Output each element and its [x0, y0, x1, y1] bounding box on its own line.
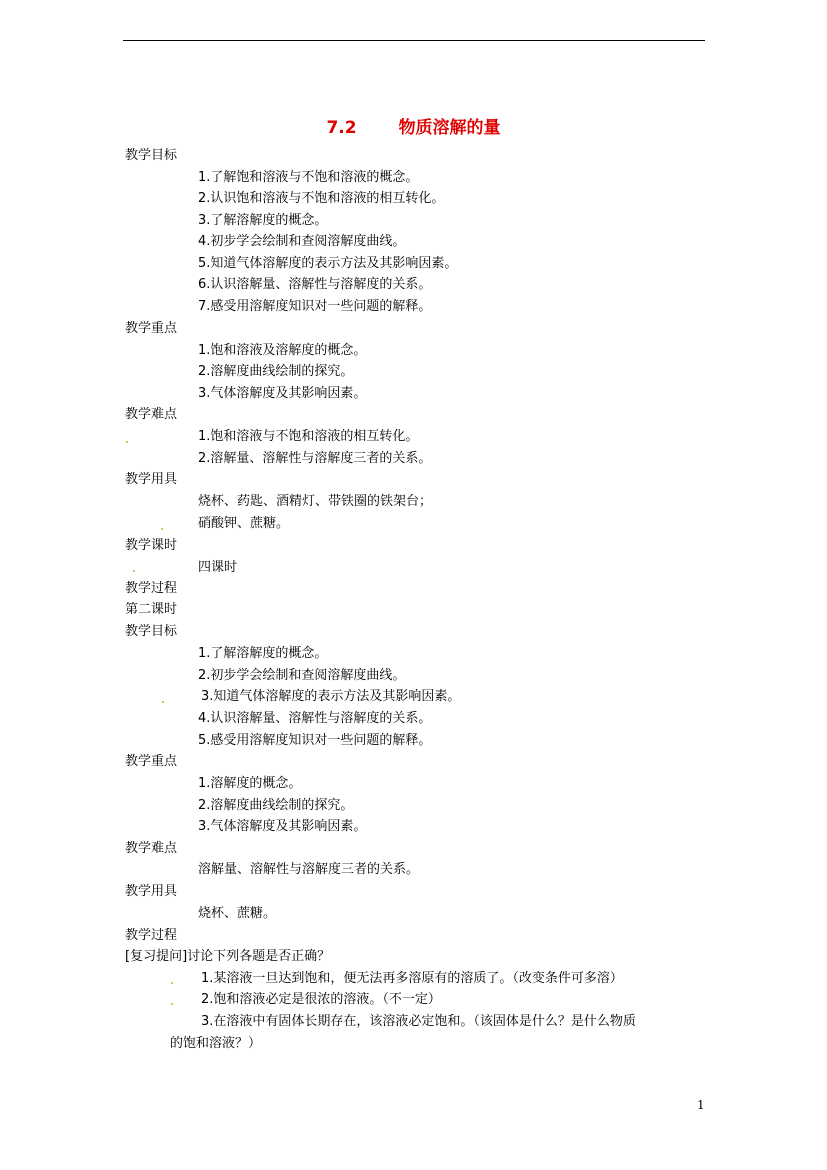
document-title [0, 113, 827, 138]
list-item: 烧杯、药匙、酒精灯、带铁圈的铁架台； [198, 494, 433, 509]
stray-mark [162, 701, 164, 703]
list-item: 2.初步学会绘制和查阅溶解度曲线。 [198, 668, 406, 683]
list-item: 2.溶解度曲线绘制的探究。 [198, 364, 354, 379]
header-rule [123, 40, 705, 41]
review-question-heading: [复习提问]讨论下列各题是否正确？ [125, 949, 331, 964]
list-item: 1.了解饱和溶液与不饱和溶液的概念。 [198, 170, 419, 185]
list-item: 3.气体溶解度及其影响因素。 [198, 819, 367, 834]
list-item: 2.溶解度曲线绘制的探究。 [198, 798, 354, 813]
list-item: 1.饱和溶液及溶解度的概念。 [198, 343, 367, 358]
list-item: 3.气体溶解度及其影响因素。 [198, 386, 367, 401]
list-item: 2.溶解量、溶解性与溶解度三者的关系。 [198, 451, 432, 466]
list-item: 1.了解溶解度的概念。 [198, 646, 328, 661]
list-item: 3.了解溶解度的概念。 [198, 213, 328, 228]
title-number: 7.2 [326, 118, 357, 138]
section-heading: 教学课时 [125, 538, 178, 553]
section-heading: 教学用具 [125, 884, 178, 899]
page-number: 1 [697, 1098, 705, 1112]
list-item: 3.知道气体溶解度的表示方法及其影响因素。 [201, 689, 461, 704]
list-item: 3.在溶液中有固体长期存在，该溶液必定饱和。（该固体是什么？是什么物质 [201, 1014, 636, 1029]
list-item: 6.认识溶解量、溶解性与溶解度的关系。 [198, 277, 432, 292]
section-heading: 教学过程 [125, 928, 178, 943]
list-item: 2.认识饱和溶液与不饱和溶液的相互转化。 [198, 191, 445, 206]
stray-mark [171, 1003, 173, 1005]
list-item: 2.饱和溶液必定是很浓的溶液。（不一定） [201, 992, 441, 1007]
stray-mark [126, 441, 128, 443]
list-item: 1.饱和溶液与不饱和溶液的相互转化。 [198, 429, 419, 444]
section-heading: 教学过程 [125, 581, 178, 596]
section-heading: 第二课时 [125, 602, 178, 617]
section-heading: 教学重点 [125, 321, 178, 336]
list-item: 5.感受用溶解度知识对一些问题的解释。 [198, 733, 432, 748]
list-item: 1.溶解度的概念。 [198, 776, 302, 791]
stray-mark [161, 528, 163, 530]
title-text: 物质溶解的量 [398, 118, 501, 138]
section-heading: 教学重点 [125, 754, 178, 769]
section-heading: 教学目标 [125, 148, 178, 163]
list-item: 4.初步学会绘制和查阅溶解度曲线。 [198, 234, 406, 249]
stray-mark [171, 982, 173, 984]
list-item: 四课时 [198, 560, 238, 575]
section-heading: 教学用具 [125, 472, 178, 487]
list-item: 7.感受用溶解度知识对一些问题的解释。 [198, 299, 432, 314]
section-heading: 教学难点 [125, 407, 178, 422]
list-item: 4.认识溶解量、溶解性与溶解度的关系。 [198, 711, 432, 726]
section-heading: 教学目标 [125, 624, 178, 639]
list-item: 硝酸钾、蔗糖。 [198, 516, 290, 531]
list-item: 5.知道气体溶解度的表示方法及其影响因素。 [198, 256, 458, 271]
section-heading: 教学难点 [125, 841, 178, 856]
list-item-continuation: 的饱和溶液？） [170, 1036, 262, 1051]
list-item: 烧杯、蔗糖。 [198, 906, 277, 921]
stray-mark [133, 570, 135, 572]
list-item: 1.某溶液一旦达到饱和，便无法再多溶原有的溶质了。（改变条件可多溶） [201, 971, 623, 986]
list-item: 溶解量、溶解性与溶解度三者的关系。 [198, 862, 420, 877]
